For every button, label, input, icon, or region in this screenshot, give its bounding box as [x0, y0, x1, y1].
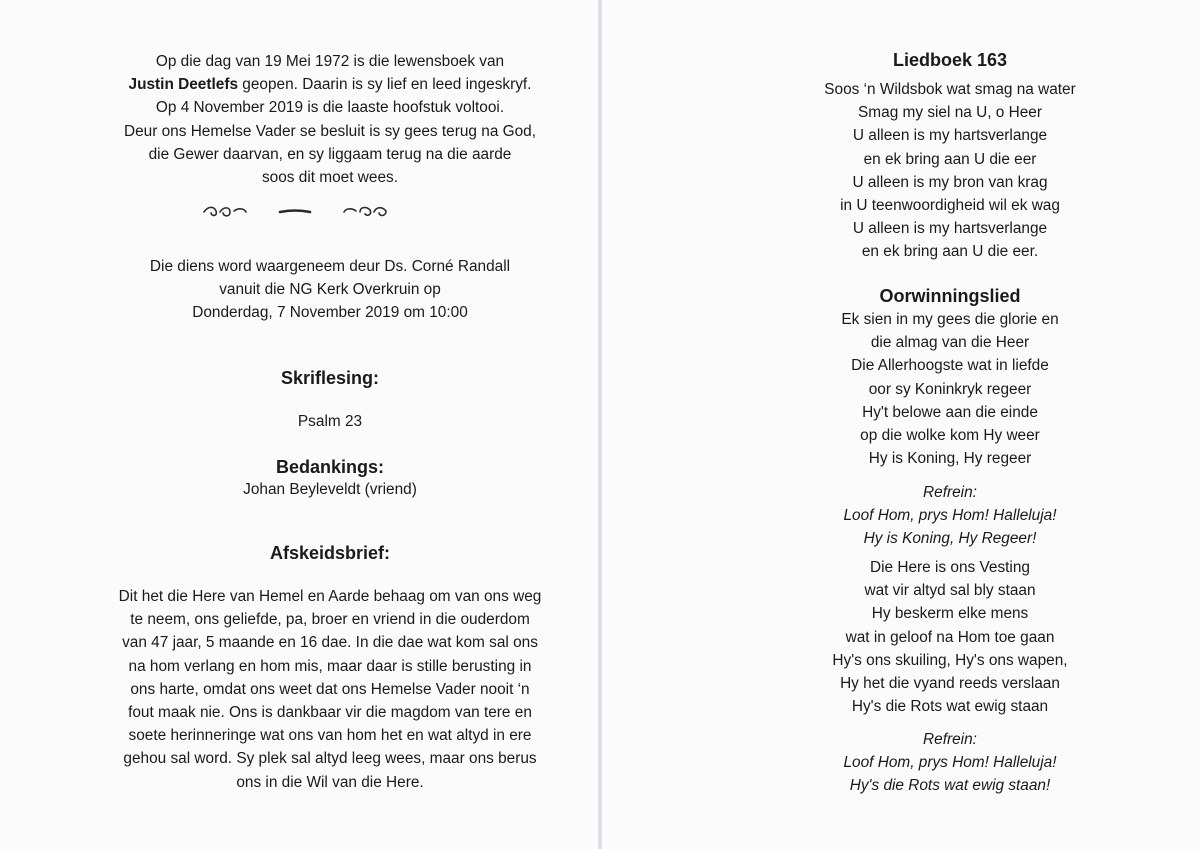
verse-line: Ek sien in my gees die glorie en [841, 311, 1059, 328]
service-details [60, 255, 600, 325]
refrain-line: Hy's die Rots wat ewig staan! [849, 777, 1051, 795]
hymn-line: U alleen is my hartsverlange [852, 220, 1048, 238]
right-page [602, 0, 1200, 849]
farewell-line: Dit het die Here van Hemel en Aarde behaag om van ons weg [118, 588, 542, 605]
verse-line: Hy't belowe aan die einde [862, 403, 1038, 421]
scripture-text: Psalm 23 [297, 413, 363, 430]
hymn-line: in U teenwoordigheid wil ek wag [840, 197, 1060, 215]
hymn-line: en ek bring aan U die eer. [861, 243, 1039, 261]
hymn-line: U alleen is my bron van krag [852, 173, 1048, 191]
intro-line-2-rest: geopen. Daarin is sy lief en leed ingeskryf. [238, 76, 532, 94]
service-line-3: Donderdag, 7 November 2019 om 10:00 [192, 304, 468, 322]
verse-line: Hy's die Rots wat ewig staan [851, 698, 1049, 716]
hymn-line: Soos ‘n Wildsbok wat smag na water [824, 81, 1076, 98]
verse-line: Die Allerhoogste wat in liefde [851, 357, 1049, 375]
thanks-person [60, 478, 600, 501]
verse-line: op die wolke kom Hy weer [860, 427, 1040, 445]
farewell-line: van 47 jaar, 5 maande en 16 dae. In die dae wat kom sal ons [122, 634, 538, 652]
victory-verse-2 [602, 556, 1200, 718]
victory-verse-1 [602, 308, 1200, 470]
farewell-line: te neem, ons geliefde, pa, broer en vriend in die ouderdom [130, 611, 530, 629]
verse-line: wat vir altyd sal bly staan [864, 582, 1036, 600]
farewell-line: na hom verlang en hom mis, maar daar is stille berusting in [128, 657, 532, 675]
scripture-section [60, 366, 600, 390]
refrain-line: Hy is Koning, Hy Regeer! [863, 530, 1037, 548]
verse-line: oor sy Koninkryk regeer [868, 380, 1032, 398]
farewell-line: fout maak nie. Ons is dankbaar vir die magdom van tere en [128, 704, 532, 722]
verse-line: Hy het die vyand reeds verslaan [840, 675, 1060, 693]
deceased-name: Justin Deetlefs [128, 76, 239, 94]
intro-paragraph [60, 50, 600, 189]
victory-song-section [602, 284, 1200, 308]
hymn-section [602, 48, 1200, 72]
verse-line: Hy is Koning, Hy regeer [868, 450, 1032, 468]
left-page [0, 0, 598, 849]
thanks-heading: Bedankings: [275, 457, 385, 477]
service-line-2: vanuit die NG Kerk Overkruin op [219, 281, 441, 299]
verse-line: die almag van die Heer [870, 334, 1030, 352]
hymn-line: U alleen is my hartsverlange [852, 127, 1048, 145]
victory-song-heading: Oorwinningslied [879, 286, 1021, 306]
farewell-line: ons in die Wil van die Here. [236, 773, 424, 791]
thanks-name: Johan Beyleveldt (vriend) [243, 481, 417, 498]
refrain-label: Refrein: [923, 731, 977, 748]
farewell-section [60, 541, 600, 565]
farewell-line: ons harte, omdat ons weet dat ons Hemelse Vader nooit ‘n [130, 680, 530, 698]
verse-line: Hy's ons skuiling, Hy's ons wapen, [832, 651, 1068, 669]
farewell-letter [60, 585, 600, 794]
intro-line-3: Op 4 November 2019 is die laaste hoofstuk voltooi. [155, 99, 505, 117]
ornamental-flourish-icon [200, 200, 390, 222]
refrain-2 [602, 728, 1200, 798]
farewell-line: gehou sal word. Sy plek sal altyd leeg wees, maar ons berus [123, 750, 537, 768]
farewell-heading: Afskeidsbrief: [269, 543, 391, 563]
thanks-section [60, 455, 600, 479]
verse-line: Hy beskerm elke mens [871, 605, 1029, 623]
refrain-label: Refrein: [923, 484, 977, 501]
intro-line-4: Deur ons Hemelse Vader se besluit is sy gees terug na God, [123, 122, 537, 140]
hymn-line: Smag my siel na U, o Heer [858, 104, 1042, 122]
hymn-lyrics [602, 78, 1200, 264]
farewell-line: soete herinneringe wat ons van hom het en wat altyd in ere [128, 727, 532, 745]
intro-line-6: soos dit moet wees. [261, 169, 398, 187]
refrain-line: Loof Hom, prys Hom! Halleluja! [843, 754, 1057, 772]
scripture-heading: Skriflesing: [280, 368, 380, 388]
intro-line-1: Op die dag van 19 Mei 1972 is die lewensboek van [155, 53, 505, 70]
hymn-line: en ek bring aan U die eer [863, 150, 1037, 168]
hymn-heading: Liedboek 163 [892, 50, 1008, 70]
intro-line-5: die Gewer daarvan, en sy liggaam terug na die aarde [148, 145, 512, 163]
scripture-reading [60, 410, 600, 433]
verse-line: wat in geloof na Hom toe gaan [845, 628, 1055, 646]
intro-line-2 [60, 73, 600, 96]
verse-line: Die Here is ons Vesting [870, 559, 1030, 576]
refrain-line: Loof Hom, prys Hom! Halleluja! [843, 507, 1057, 525]
service-line-1: Die diens word waargeneem deur Ds. Corné Randall [149, 258, 511, 275]
refrain-1 [602, 481, 1200, 551]
